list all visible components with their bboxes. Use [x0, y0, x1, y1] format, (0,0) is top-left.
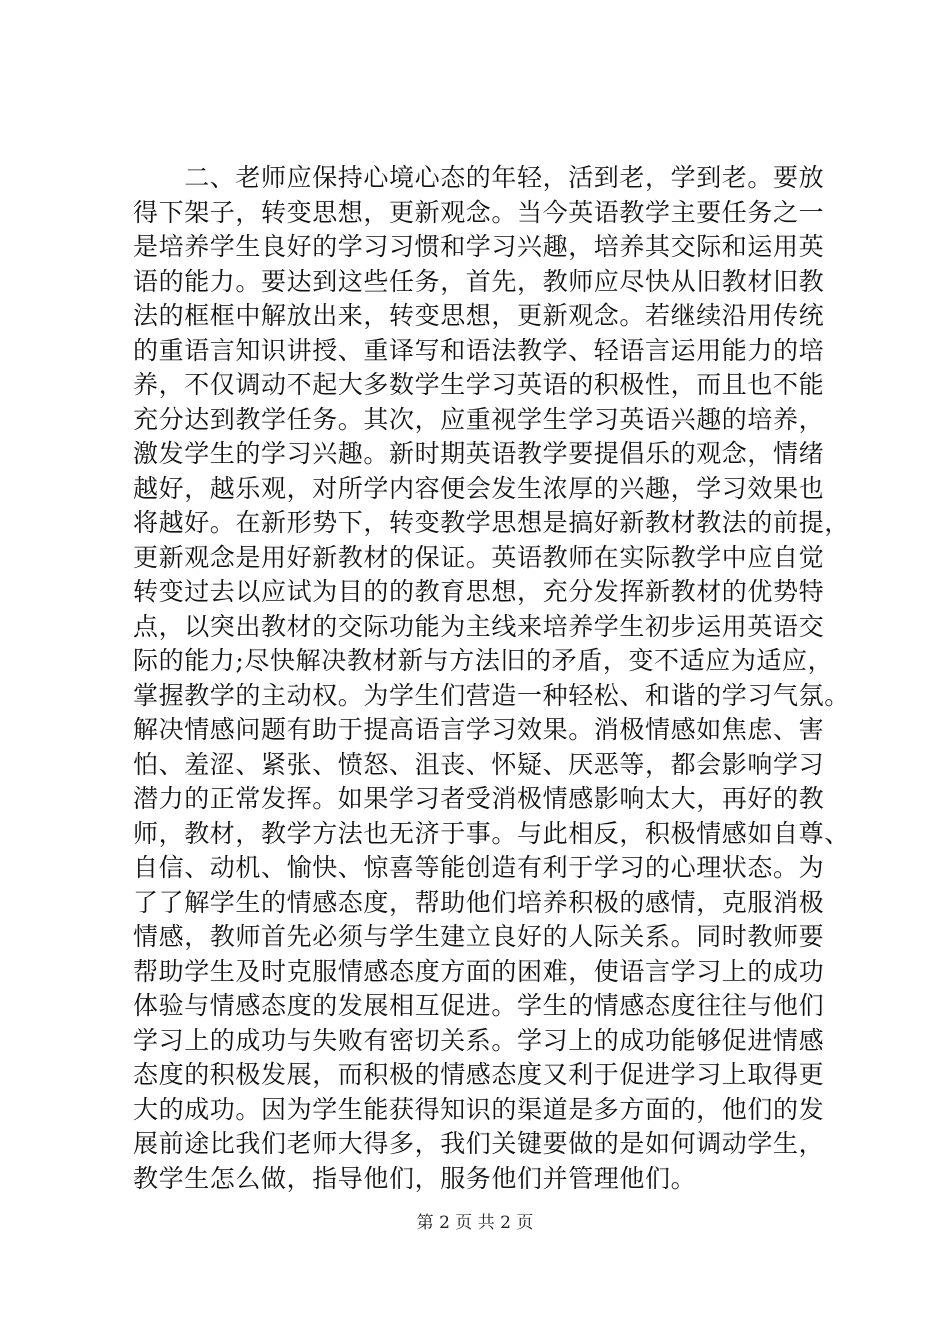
text-line: 语的能力。要达到这些任务，首先，教师应尽快从旧教材旧教 — [133, 266, 825, 296]
text-line: 体验与情感态度的发展相互促进。学生的情感态度往往与他们 — [133, 991, 825, 1020]
text-line: 激发学生的学习兴趣。新时期英语教学要提倡乐的观念，情绪 — [133, 439, 825, 468]
text-line: 教学生怎么做，指导他们，服务他们并管理他们。 — [133, 1163, 697, 1193]
text-line: 转变过去以应试为目的的教育思想，充分发挥新教材的优势特 — [133, 577, 825, 606]
text-line: 潜力的正常发挥。如果学习者受消极情感影响太大，再好的教 — [133, 784, 825, 813]
page-number-footer: 第 2 页 共 2 页 — [416, 1213, 534, 1233]
text-line: 师，教材，教学方法也无济于事。与此相反，积极情感如自尊、 — [133, 818, 850, 848]
body-paragraph — [133, 161, 850, 1196]
text-line: 充分达到教学任务。其次，应重视学生学习英语兴趣的培养， — [133, 404, 825, 434]
text-line: 帮助学生及时克服情感态度方面的困难，使语言学习上的成功 — [133, 956, 825, 986]
text-line: 越好，越乐观，对所学内容便会发生浓厚的兴趣，学习效果也 — [133, 473, 825, 503]
text-line: 将越好。在新形势下，转变教学思想是搞好新教材教法的前提， — [133, 508, 850, 537]
text-line: 了了解学生的情感态度，帮助他们培养积极的感情，克服消极 — [133, 887, 825, 917]
text-line: 是培养学生良好的学习习惯和学习兴趣，培养其交际和运用英 — [133, 232, 825, 261]
text-line: 自信、动机、愉快、惊喜等能创造有利于学习的心理状态。为 — [133, 853, 825, 882]
text-line: 点，以突出教材的交际功能为主线来培养学生初步运用英语交 — [133, 611, 825, 641]
text-line: 的重语言知识讲授、重译写和语法教学、轻语言运用能力的培 — [133, 335, 825, 365]
text-line: 养，不仅调动不起大多数学生学习英语的积极性，而且也不能 — [133, 370, 825, 399]
text-line: 展前途比我们老师大得多，我们关键要做的是如何调动学生， — [133, 1129, 825, 1158]
text-line: 掌握教学的主动权。为学生们营造一种轻松、和谐的学习气氛。 — [133, 680, 850, 710]
text-line: 情感，教师首先必须与学生建立良好的人际关系。同时教师要 — [133, 922, 825, 951]
text-line: 怕、羞涩、紧张、愤怒、沮丧、怀疑、厌恶等，都会影响学习 — [133, 749, 825, 779]
text-line: 学习上的成功与失败有密切关系。学习上的成功能够促进情感 — [133, 1025, 825, 1055]
text-line: 态度的积极发展，而积极的情感态度又利于促进学习上取得更 — [133, 1060, 825, 1089]
text-line: 法的框框中解放出来，转变思想，更新观念。若继续沿用传统 — [133, 301, 825, 330]
text-line: 得下架子，转变思想，更新观念。当今英语教学主要任务之一 — [133, 197, 825, 227]
text-line: 大的成功。因为学生能获得知识的渠道是多方面的，他们的发 — [133, 1094, 825, 1124]
text-line: 解决情感问题有助于提高语言学习效果。消极情感如焦虑、害 — [133, 715, 825, 744]
text-line: 更新观念是用好新教材的保证。英语教师在实际教学中应自觉 — [133, 542, 825, 572]
text-line: 二、老师应保持心境心态的年轻，活到老，学到老。要放 — [133, 163, 825, 192]
text-line: 际的能力;尽快解决教材新与方法旧的矛盾，变不适应为适应， — [133, 646, 834, 675]
